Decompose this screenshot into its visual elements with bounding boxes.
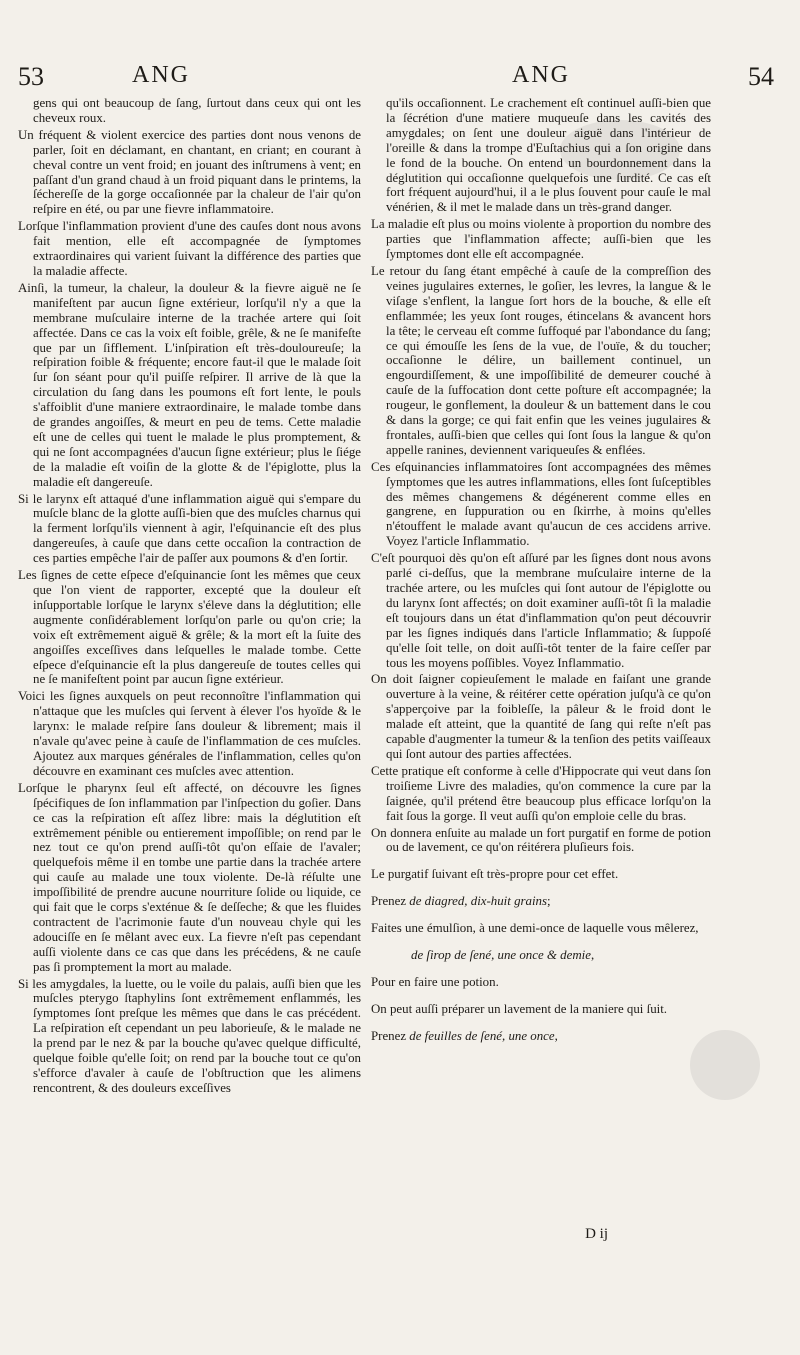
paragraph: Si les amygdales, la luette, ou le voile du palais, auſſi bien que les muſcles pterygo ſtaphylins ſont extrêmement enflammés, les ſymptomes ſont preſque les mêmes que dans le cas précédent. La reſpiration eſt cependant un peu laborieuſe, & le malade ne la prend par le nez & par la bouche qu'avec quelque difficulté, quelque foible qu'elle ſoit; on rend par la bouche tout ce qu'on s'efforce d'avaler à cauſe de l'obſtruction que les alimens rencontrent, & des douleurs exceſſives — [18, 976, 361, 1095]
paragraph: La maladie eſt plus ou moins violente à proportion du nombre des parties que l'inflammation affecte; auſſi-bien que les ſymptomes dont elle eſt accompagnée. — [371, 217, 711, 262]
paragraph: Les ſignes de cette eſpece d'eſquinancie ſont les mêmes que ceux que l'on vient de rapporter, excepté que la douleur eſt inſupportable lorſque le larynx s'éleve dans la déglutition; elle augmente conſidérablement lorſqu'on parle ou qu'on crie; la voix eſt extrêmement aiguë & grêle; & la mort eſt la ſuite des angoiſſes exceſſives dans leſquelles le malade tombe. Cette eſpece d'eſquinancie eſt la plus dangereuſe de toutes celles qui ne ſe manifeſtent point par aucun ſigne extérieur. — [18, 568, 361, 687]
recipe-text: , — [554, 1028, 558, 1043]
paragraph: Lorſque l'inflammation provient d'une des cauſes dont nous avons fait mention, elle eſt accompagnée de ſymptomes extraordinaires qui varient ſuivant la différence des parties que la maladie affecte. — [18, 219, 361, 278]
recipe-ingredient: de diagred, dix-huit grains — [409, 894, 548, 909]
paragraph: Un fréquent & violent exercice des parties dont nous venons de parler, ſoit en déclamant, en chantant, en criant; en courant à cheval contre un vent froid; en jouant des inſtrumens à vent; en paſſant d'un grand chaud à un froid piquant dans le printems, la ſéchereſſe de la gorge occaſionnée par la chaleur de l'air qu'on reſpire en été, ou par une fievre inflammatoire. — [18, 127, 361, 217]
paragraph: qu'ils occaſionnent. Le crachement eſt continuel auſſi-bien que la ſécrétion d'une matiere muqueuſe dans les cavités des amygdales; on ſent une douleur aiguë dans l'intérieur de l'oreille & dans la trompe d'Euſtachius qui a ſon origine dans le fond de la bouche. On entend un bourdonnement dans la déglutition qui occaſionne quelquefois une ſurdité. Ce cas eſt fort fréquent aujourd'hui, il a le plus ſouvent pour cauſe le mal vénérien, & il met le malade dans un très-grand danger. — [386, 96, 711, 215]
recipe-line — [371, 894, 711, 909]
recipe-line: Faites une émulſion, à une demi-once de laquelle vous mêlerez, — [371, 921, 699, 936]
catchword: D ij — [585, 1226, 608, 1242]
recipe-line: Pour en faire une potion. — [371, 974, 499, 989]
paragraph: On donnera enſuite au malade un fort purgatif en forme de potion ou de lavement, ce qu'on réitérera pluſieurs fois. — [371, 825, 711, 855]
left-column — [18, 96, 361, 1276]
paragraph: Ainſi, la tumeur, la chaleur, la douleur & la fievre aiguë ne ſe manifeſtent par aucun ſigne extérieur, lorſqu'il n'y a que la membrane muſculaire interne de la trachée artere qui ſoit affectée. Dans ce cas la voix eſt foible, grêle, & ne ſe manifeſte que par un ſifflement. L'inſpiration eſt très-douloureuſe; la reſpiration foible & fréquente; encore faut-il que le malade ſoit ſur ſon séant pour qu'il puiſſe reſpirer. Il arrive de là que la circulation du ſang dans les poumons eſt fort lente, le pouls s'affoiblit d'une maniere extraordinaire, le malade tombe dans de grandes angoiſſes, & meurt en peu de tems. Cette maladie eſt une de celles qui tuent le malade le plus promptement, & qui ne ſont accompagnées d'aucun ſigne extérieur; plus le ſiége de la maladie eſt voiſin de la glotte & de l'épiglotte, plus la maladie eſt dangereuſe. — [18, 280, 361, 489]
recipe-text: ; — [547, 894, 551, 909]
paragraph: Le retour du ſang étant empêché à cauſe de la compreſſion des veines jugulaires externes, le goſier, les levres, la langue & le viſage s'enflent, la langue ſort hors de la bouche, & elle eſt enflammée; les yeux ſont rouges, étincelans & avancent hors la tête; le cerveau eſt comme ſuffoqué par l'abondance du ſang; ce qui émouſſe les ſens de la vue, de l'ouïe, & du toucher; occaſionne le délire, un baillement continuel, un engourdiſſement, & une impoſſibilité de demeurer couché à cauſe de la ſuffocation dont cette poſture eſt accompagnée; la rougeur, le gonflement, la douleur & un battement dans le cou & dans la gorge; ce qui fait enfin que les veines jugulaires & frontales, auſſi-bien que celles qui ſont ſous la langue & qu'on appelle ranines, deviennent variqueuſes & enflées. — [371, 263, 711, 457]
paragraph: Lorſque le pharynx ſeul eſt affecté, on découvre les ſignes ſpécifiques de ſon inflammation par l'inſpection du goſier. Dans ce cas la reſpiration eſt aſſez libre: mais la déglutition eſt extrêmement pénible ou entierement impoſſible; on rend par le nez tout ce qu'on prend auſſi-tôt qu'on eſſaie de l'avaler; quelquefois même il en tombe une partie dans la trachée artere qui cauſe au malade une toux violente. De-là réſulte une impoſſibilité de prendre aucune nourriture ſolide ou liquide, ce qui fait que le corps s'exténue & ſe deſſeche; & que les fluides contractent de l'acrimonie faute d'un nouveau chyle qui les adouciſſe en ſe mêlant avec eux. La fievre n'eſt pas cependant auſſi violente dans ce cas que dans les précédens, & ne cauſe pas ſi promptement la mort au malade. — [18, 780, 361, 974]
running-head-right: ANG — [512, 62, 570, 88]
recipe-text: Prenez — [371, 1028, 410, 1043]
recipe-ingredient: de ſirop de ſené, une once & demie — [411, 948, 591, 963]
recipe-ingredient: de feuilles de ſené, une once — [409, 1028, 555, 1043]
page-number-right: 54 — [748, 62, 774, 91]
recipe-line — [371, 1029, 711, 1044]
page-number-left: 53 — [18, 62, 44, 91]
paragraph: Ces eſquinancies inflammatoires ſont accompagnées des mêmes ſymptomes que les autres inflammations, elles ſont ſuſceptibles des mêmes changemens & dégénerent comme elles en gangrene, en ſuppuration ou en ſkirrhe, à moins qu'elles n'étouffent le malade avant qu'aucun de ces accidens arrive. Voyez l'article Inflammatio. — [371, 459, 711, 549]
recipe-intro: Le purgatif ſuivant eſt très-propre pour cet effet. — [371, 867, 619, 882]
paragraph: Voici les ſignes auxquels on peut reconnoître l'inflammation qui n'attaque que les muſcles qui ſervent à élever l'os hyoïde & le larynx: le malade reſpire ſans douleur & librement; mais il n'avale qu'avec peine à cauſe de l'inflammation de ces muſcles. Ajoutez aux marques générales de l'inflammation, celles qu'on découvre en examinant ces muſcles avec attention. — [18, 689, 361, 778]
paragraph: Si le larynx eſt attaqué d'une inflammation aiguë qui s'empare du muſcle blanc de la glotte auſſi-bien que des muſcles charnus qui la ferment lorſqu'ils viennent à agir, l'eſquinancie eſt des plus dangereuſes, à cauſe que dans cette occaſion la contraction de ces parties empêche l'air de paſſer aux poumons & d'en ſortir. — [18, 491, 361, 566]
paragraph: Cette pratique eſt conforme à celle d'Hippocrate qui veut dans ſon troiſieme Livre des maladies, qu'on commence la cure par la ſaignée, qu'il prétend être beaucoup plus efficace lorſqu'on la fait ſous la gorge. Il veut auſſi qu'on emploie celle du bras. — [371, 763, 711, 823]
paragraph: On doit ſaigner copieuſement le malade en faiſant une grande ouverture à la veine, & réitérer cette opération juſqu'à ce qu'on s'apperçoive par la foibleſſe, la pâleur & le froid dont le malade eſt atteint, que la quantité de ſang qui reſte n'eſt pas capable d'augmenter la tumeur & la tenſion des petits vaiſſeaux qui ſont autour des parties affectées. — [371, 672, 711, 761]
recipe-text: Prenez — [371, 894, 410, 909]
paragraph: gens qui ont beaucoup de ſang, ſurtout dans ceux qui ont les cheveux roux. — [33, 96, 361, 125]
recipe-text: , — [590, 948, 595, 963]
running-head-left: ANG — [132, 62, 190, 88]
right-column — [371, 96, 711, 1276]
recipe-line — [411, 948, 711, 963]
recipe-line: On peut auſſi préparer un lavement de la maniere qui ſuit. — [371, 1001, 668, 1016]
paragraph: C'eſt pourquoi dès qu'on eſt aſſuré par les ſignes dont nous avons parlé ci-deſſus, que la membrane muſculaire interne de la trachée artere, ou les muſcles qui ſont autour de l'épiglotte ou du larynx ſont affectés; on doit examiner auſſi-tôt ſi la maladie eſt toujours dans un état d'inflammation qu'on peut découvrir par les ſignes indiqués dans l'article Inflammatio; & ſuppoſé qu'elle ſoit telle, on doit auſſi-tôt tenter de la faire ceſſer par tous les moyens poſſibles. Voyez Inflammatio. — [371, 551, 711, 670]
